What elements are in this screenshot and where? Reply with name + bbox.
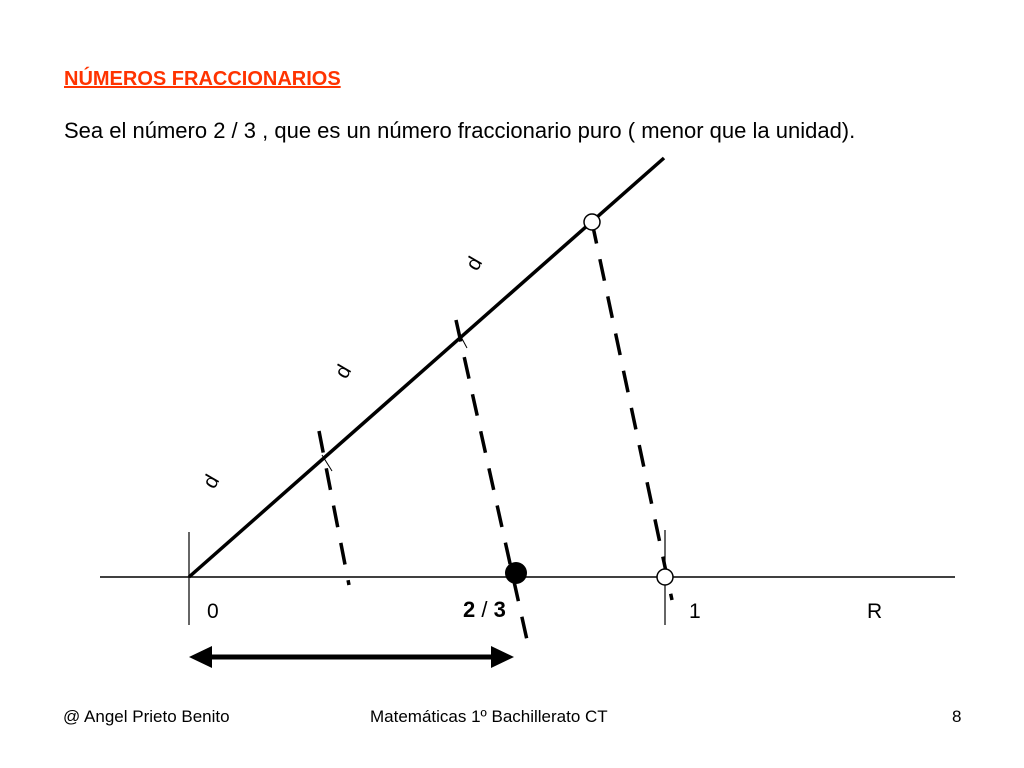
fraction-denominator: 3	[493, 597, 506, 622]
intro-text: Sea el número 2 / 3 , que es un número fraccionario puro ( menor que la unidad).	[64, 118, 856, 143]
footer-author: @ Angel Prieto Benito	[63, 707, 230, 726]
slide-title: NÚMEROS FRACCIONARIOS	[64, 68, 341, 90]
label-one: 1	[689, 600, 701, 623]
point-two-thirds	[505, 562, 527, 584]
segment-label-1: d	[198, 470, 225, 493]
footer-page-number: 8	[952, 707, 962, 726]
point-one	[657, 569, 673, 585]
parallel-line-3	[592, 222, 672, 600]
fraction-numerator: 2	[463, 597, 476, 622]
parallel-line-2	[456, 320, 527, 640]
ray-point-3	[584, 214, 600, 230]
footer-course: Matemáticas 1º Bachillerato CT	[370, 707, 608, 726]
division-mark-1	[319, 431, 349, 585]
segment-label-2: d	[330, 360, 357, 383]
fraction-slash: /	[475, 597, 494, 622]
measure-arrow-left-head	[189, 646, 212, 668]
label-real-set: R	[867, 600, 883, 623]
measure-arrow-right-head	[491, 646, 514, 668]
label-zero: 0	[207, 600, 219, 623]
label-fraction	[463, 597, 506, 622]
segment-label-3: d	[461, 252, 488, 275]
